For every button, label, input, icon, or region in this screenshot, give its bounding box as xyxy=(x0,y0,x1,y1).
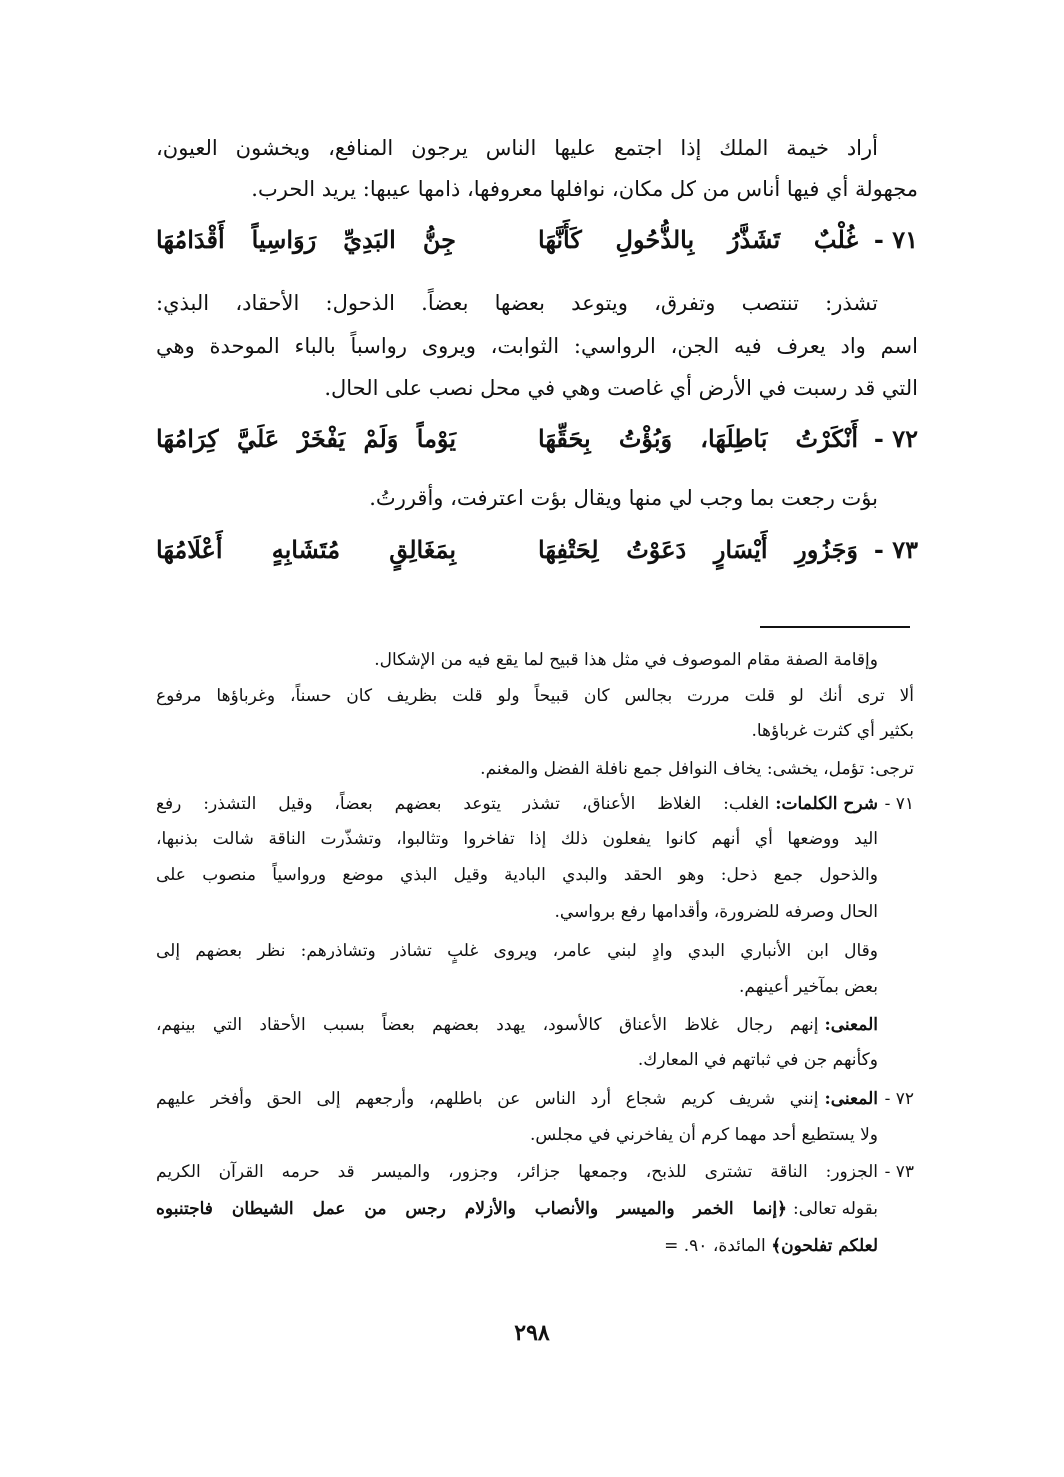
page-number: ٢٩٨ xyxy=(514,1320,550,1346)
footnote-line: الحال وصرفه للضرورة، وأقدامها رفع برواسي. xyxy=(554,902,878,922)
footnote-line: ترجى: تؤمل، يخشى: يخاف النوافل جمع نافلة الفضل والمغنم. xyxy=(480,759,914,779)
footnote-line: اليد ووضعها أي أنهم كانوا يفعلون ذلك إذا تفاخروا وتثالبوا، وتشذّرت الناقة شالت بذنبها، xyxy=(156,829,878,849)
footnote-text: إنني شريف كريم شجاع أرد الناس عن باطلهم، وأرجعهم إلى الحق وأفخر عليهم xyxy=(156,1089,819,1109)
footnote-line: بكثير أي كثرت غرباؤها. xyxy=(751,721,914,741)
verse-first-hemistich: أَنْكَرْتُ بَاطِلَهَا، وَبُؤْتُ بِحَقِّهَا xyxy=(538,424,858,453)
footnote-line xyxy=(156,791,878,817)
footnote-text: بقوله تعالى: xyxy=(793,1199,878,1219)
footnote-number: ٧٣ - xyxy=(884,1162,914,1182)
verse-first-hemistich: غُلْبٌ تَشَذَّرُ بِالذُّحُولِ كَأَنَّهَا xyxy=(538,225,858,254)
verse-number: ٧٣ - xyxy=(873,535,918,564)
footnote-line xyxy=(664,1233,878,1259)
footnote-line: وإقامة الصفة مقام الموصوف في مثل هذا قبيح لما يقع فيه من الإشكال. xyxy=(374,650,878,670)
footnote-label: شرح الكلمات: xyxy=(775,794,878,814)
paragraph-line: اسم واد يعرف فيه الجن، الرواسي: الثوابت، ويروى رواسباً بالباء الموحدة وهي xyxy=(156,334,918,358)
footnote-number: ٧٢ - xyxy=(884,1089,914,1109)
verse-second-hemistich: جِنُّ البَدِيِّ رَوَاسِياً أَقْدَامُهَا xyxy=(156,225,456,254)
footnote-text: الغلب: الغلاظ الأعناق، تشذر يتوعد بعضهم بعضاً، وقيل التشذر: رفع xyxy=(156,794,770,814)
paragraph-line: تشذر: تنتصب وتفرق، ويتوعد بعضها بعضاً. الذحول: الأحقاد، البذي: xyxy=(156,291,878,315)
verse-71 xyxy=(156,223,918,257)
footnote-line xyxy=(156,1086,878,1112)
verse-number: ٧٢ - xyxy=(873,424,918,453)
footnote-label: المعنى: xyxy=(824,1089,878,1109)
footnote-line xyxy=(156,1196,878,1222)
verse-72 xyxy=(156,422,918,456)
footnote-line: وكأنهم جن في ثباتهم في المعارك. xyxy=(637,1050,878,1070)
footnote-line: بعض بمآخير أعينهم. xyxy=(738,977,878,997)
footnote-line: الجزور: الناقة تشترى للذبح، وجمعها جزائر، وجزور، والميسر قد حرمه القرآن الكريم xyxy=(156,1162,878,1182)
footnote-line: ألا ترى أنك لو قلت مررت بجالس كان قبيحاً ولو قلت بظريف كان حسناً، وغرباؤها مرفوع xyxy=(156,686,914,706)
quran-quote: لعلكم تفلحون﴾ xyxy=(771,1236,878,1256)
verse-73 xyxy=(156,533,918,567)
footnote-text: إنهم رجال غلاظ الأعناق كالأسود، يهدد بعضهم بعضاً بسبب الأحقاد التي بينهم، xyxy=(156,1015,819,1035)
verse-number: ٧١ - xyxy=(873,225,918,254)
paragraph-line: التي قد رسبت في الأرض أي غاصت وهي في محل نصب على الحال. xyxy=(324,376,918,400)
verse-second-hemistich: بِمَغَالِقٍ مُتَشَابِهٍ أَعْلَامُهَا xyxy=(156,535,456,564)
paragraph-line: بؤت رجعت بما وجب لي منها ويقال بؤت اعترفت، وأقررتُ. xyxy=(369,486,878,510)
footnote-line: ولا يستطيع أحد مهما كرم أن يفاخرني في مجلس. xyxy=(530,1125,878,1145)
footnote-number: ٧١ - xyxy=(884,794,914,814)
paragraph-line: مجهولة أي فيها أناس من كل مكان، نوافلها معروفها، ذامها عيبها: يريد الحرب. xyxy=(251,177,918,201)
quran-quote: ﴿إنما الخمر والميسر والأنصاب والأزلام رجس من عمل الشيطان فاجتنبوه xyxy=(156,1199,787,1219)
footnote-line: وقال ابن الأنباري البدي وادٍ لبني عامر، ويروى غلبٍ تشاذر وتشاذرهم: نظر بعضهم إلى xyxy=(156,941,878,961)
footnote-line: والذحول جمع ذحل: وهو الحقد والبدي البادية وقيل البذي موضع ورواسياً منصوب على xyxy=(156,865,878,885)
paragraph-line: أراد خيمة الملك إذا اجتمع عليها الناس يرجون المنافع، ويخشون العيون، xyxy=(156,136,878,160)
footnote-label: المعنى: xyxy=(824,1015,878,1035)
footnote-line xyxy=(156,1012,878,1038)
verse-first-hemistich: وَجَزُورِ أَيْسَارٍ دَعَوْتُ لِحَتْفِهَا xyxy=(538,535,858,564)
verse-second-hemistich: يَوْماً وَلَمْ يَفْخَرْ عَلَيَّ كِرَامُهَا xyxy=(156,424,456,453)
footnote-separator xyxy=(760,626,910,628)
footnote-text: المائدة، ٩٠. = xyxy=(664,1236,766,1256)
